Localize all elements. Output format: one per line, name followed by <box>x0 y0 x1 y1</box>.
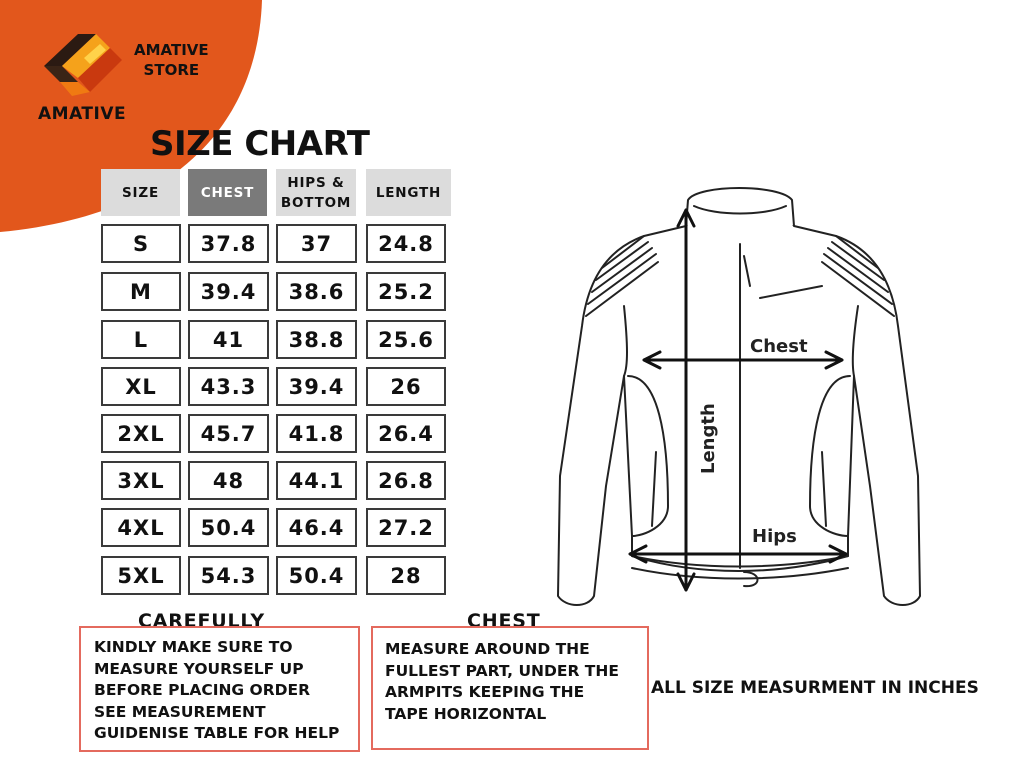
brand-name: AMATIVE <box>38 104 127 124</box>
note-line: BEFORE PLACING ORDER <box>94 681 311 699</box>
note-line: MEASURE YOURSELF UP <box>94 659 304 678</box>
hips-cell: 50.4 <box>276 556 357 595</box>
note-line: ARMPITS KEEPING THE <box>385 683 585 701</box>
note-line: KINDLY MAKE SURE TO <box>94 638 293 656</box>
page-title: SIZE CHART <box>150 124 370 164</box>
store-name-line2: STORE <box>143 61 200 79</box>
chest-note <box>371 626 649 750</box>
jacket-diagram <box>548 176 938 616</box>
header-chest <box>188 169 267 216</box>
length-label: Length <box>698 403 719 474</box>
header-length <box>366 169 451 216</box>
size-cell: 4XL <box>101 508 181 547</box>
header-size <box>101 169 180 216</box>
length-cell: 27.2 <box>366 508 446 547</box>
chest-cell: 43.3 <box>188 367 269 406</box>
chest-cell: 50.4 <box>188 508 269 547</box>
hips-cell: 39.4 <box>276 367 357 406</box>
chest-cell: 48 <box>188 461 269 500</box>
size-cell: 3XL <box>101 461 181 500</box>
note-line: MEASURE AROUND THE <box>385 640 590 658</box>
carefully-heading: CAREFULLY <box>138 610 265 632</box>
chest-cell: 41 <box>188 320 269 359</box>
hips-cell: 38.6 <box>276 272 357 311</box>
size-cell: XL <box>101 367 181 406</box>
header-label-line2: BOTTOM <box>280 194 352 211</box>
header-label: CHEST <box>200 184 255 201</box>
length-cell: 28 <box>366 556 446 595</box>
header-label: SIZE <box>122 184 159 201</box>
note-line: TAPE HORIZONTAL <box>385 704 547 723</box>
note-line: GUIDENISE TABLE FOR HELP <box>94 724 340 742</box>
size-cell: M <box>101 272 181 311</box>
chest-cell: 37.8 <box>188 224 269 263</box>
size-cell: L <box>101 320 181 359</box>
length-cell: 26 <box>366 367 446 406</box>
length-cell: 25.2 <box>366 272 446 311</box>
chest-cell: 39.4 <box>188 272 269 311</box>
amative-logo-icon <box>38 30 128 100</box>
hips-cell: 37 <box>276 224 357 263</box>
size-cell: S <box>101 224 181 263</box>
hips-cell: 38.8 <box>276 320 357 359</box>
carefully-note <box>79 626 360 752</box>
length-cell: 25.6 <box>366 320 446 359</box>
header-hips-bottom <box>276 169 356 216</box>
header-label: LENGTH <box>375 184 442 201</box>
store-name-line1: AMATIVE <box>134 41 209 59</box>
store-name <box>134 40 209 80</box>
chest-cell: 45.7 <box>188 414 269 453</box>
hips-cell: 46.4 <box>276 508 357 547</box>
header-label: HIPS & <box>287 174 345 191</box>
length-cell: 24.8 <box>366 224 446 263</box>
hips-cell: 44.1 <box>276 461 357 500</box>
size-cell: 2XL <box>101 414 181 453</box>
length-cell: 26.8 <box>366 461 446 500</box>
chest-heading: CHEST <box>467 610 541 632</box>
hips-cell: 41.8 <box>276 414 357 453</box>
length-cell: 26.4 <box>366 414 446 453</box>
units-note: ALL SIZE MEASURMENT IN INCHES <box>651 678 979 698</box>
chest-label: Chest <box>750 336 808 357</box>
note-line: SEE MEASUREMENT <box>94 702 266 721</box>
chest-cell: 54.3 <box>188 556 269 595</box>
note-line: FULLEST PART, UNDER THE <box>385 661 619 680</box>
size-cell: 5XL <box>101 556 181 595</box>
hips-label: Hips <box>752 526 797 547</box>
